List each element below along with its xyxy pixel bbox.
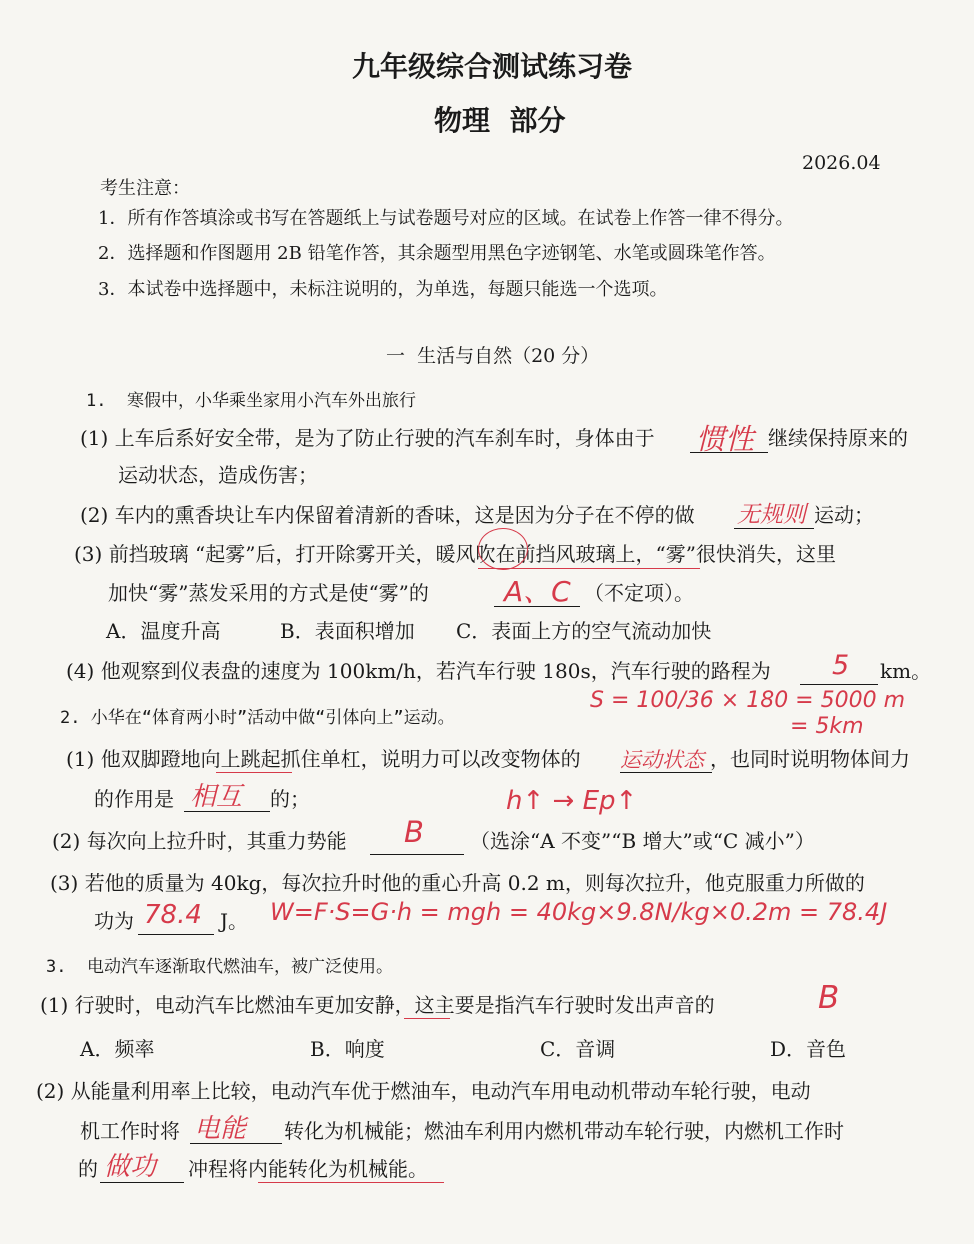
q1-part2-text: 运动； bbox=[814, 503, 874, 527]
option: B．响度 bbox=[310, 1037, 385, 1061]
q2-part3-text: 功为 bbox=[94, 909, 134, 933]
q2-part1-text: (1) 他双脚蹬地向上跳起抓住单杠，说明力可以改变物体的 bbox=[66, 747, 581, 771]
handwritten-answer: B bbox=[404, 815, 424, 849]
handwritten-calculation: W=F·S=G·h = mgh = 40kg×9.8N/kg×0.2m = 78.4J bbox=[270, 898, 888, 926]
q2-part1-text: 的； bbox=[270, 787, 310, 811]
handwritten-answer: B bbox=[818, 980, 840, 1016]
exam-date: 2026.04 bbox=[802, 152, 881, 174]
question-1-stem: 1. 寒假中，小华乘坐家用小汽车外出旅行 bbox=[86, 391, 416, 411]
q3-part2-text: 机工作时将 bbox=[80, 1119, 180, 1143]
q3-part2-text: 转化为机械能；燃油车利用内燃机带动车轮行驶，内燃机工作时 bbox=[284, 1119, 844, 1143]
handwritten-answer: 78.4 bbox=[144, 900, 202, 930]
handwritten-calculation: = 5km bbox=[790, 714, 864, 739]
handwritten-answer: 惯性 bbox=[696, 422, 755, 456]
circle-mark bbox=[478, 528, 528, 570]
handwritten-answer: A、C bbox=[504, 575, 571, 608]
underline-mark bbox=[404, 1018, 450, 1019]
option: C．表面上方的空气流动加快 bbox=[456, 619, 712, 643]
q2-part2-text: （选涂“A 不变”“B 增大”或“C 减小”） bbox=[470, 829, 815, 853]
q1-part2-text: (2) 车内的熏香块让车内保留着清新的香味，这是因为分子在不停的做 bbox=[80, 503, 695, 527]
q1-part1-text: (1) 上车后系好安全带，是为了防止行驶的汽车刹车时，身体由于 bbox=[80, 426, 655, 450]
notice-heading: 考生注意： bbox=[100, 178, 190, 199]
handwritten-calculation: S = 100/36 × 180 = 5000 m bbox=[590, 688, 906, 713]
handwritten-answer: 电能 bbox=[194, 1114, 247, 1144]
q2-part2-text: (2) 每次向上拉升时，其重力势能 bbox=[52, 829, 347, 853]
exam-subtitle: 物理 部分 bbox=[434, 104, 566, 137]
handwritten-answer: 运动状态 bbox=[620, 748, 704, 772]
underline-mark bbox=[478, 568, 700, 569]
question-3-stem: 3. 电动汽车逐渐取代燃油车，被广泛使用。 bbox=[46, 957, 393, 977]
q1-part3-text: （不定项）。 bbox=[584, 581, 694, 605]
option: C．音调 bbox=[540, 1037, 616, 1061]
q1-part3-text: (3) 前挡玻璃 “起雾”后，打开除雾开关，暖风吹在前挡风玻璃上，“雾”很快消失，这里 bbox=[74, 542, 836, 566]
answer-blank bbox=[800, 684, 878, 685]
q3-part2-text: (2) 从能量利用率上比较，电动汽车优于燃油车，电动汽车用电动机带动车轮行驶，电动 bbox=[36, 1079, 811, 1103]
q3-part2-text: 冲程将内能转化为机械能。 bbox=[188, 1157, 428, 1181]
q1-part4-text: km。 bbox=[880, 659, 932, 683]
notice-item: 3．本试卷中选择题中，未标注说明的，为单选，每题只能选一个选项。 bbox=[98, 279, 668, 300]
q2-part1-text: ，也同时说明物体间力 bbox=[710, 747, 910, 771]
exam-title: 九年级综合测试练习卷 bbox=[352, 50, 633, 83]
underline-mark bbox=[258, 1182, 444, 1183]
q1-part1-text: 运动状态，造成伤害； bbox=[118, 463, 318, 487]
option: D．音色 bbox=[770, 1037, 847, 1061]
handwritten-answer: 做功 bbox=[104, 1152, 157, 1182]
q3-part1-text: (1) 行驶时，电动汽车比燃油车更加安静，这主要是指汽车行驶时发出声音的 bbox=[40, 993, 715, 1017]
section-heading: 一 生活与自然（20 分） bbox=[386, 345, 600, 367]
answer-blank bbox=[370, 854, 464, 855]
q1-part3-text: 加快“雾”蒸发采用的方式是使“雾”的 bbox=[108, 581, 429, 605]
option: A．温度升高 bbox=[106, 619, 221, 643]
option: A．频率 bbox=[80, 1037, 155, 1061]
q1-part1-text: 继续保持原来的 bbox=[768, 426, 908, 450]
handwritten-answer: 无规则 bbox=[737, 502, 806, 528]
answer-blank bbox=[138, 934, 214, 935]
handwritten-answer: 5 bbox=[832, 650, 850, 681]
option: B．表面积增加 bbox=[280, 619, 415, 643]
q1-part4-text: (4) 他观察到仪表盘的速度为 100km/h，若汽车行驶 180s，汽车行驶的路程为 bbox=[66, 659, 771, 683]
handwritten-answer: 相互 bbox=[190, 782, 243, 812]
handwritten-note: h↑ → Ep↑ bbox=[506, 786, 638, 816]
q2-part3-text: J。 bbox=[220, 909, 249, 933]
q2-part1-text: 的作用是 bbox=[94, 787, 174, 811]
notice-item: 2．选择题和作图题用 2B 铅笔作答，其余题型用黑色字迹钢笔、水笔或圆珠笔作答。 bbox=[98, 243, 776, 264]
q2-part3-text: (3) 若他的质量为 40kg，每次拉升时他的重心升高 0.2 m，则每次拉升，他克服重力所做的 bbox=[50, 871, 865, 895]
notice-item: 1．所有作答填涂或书写在答题纸上与试卷题号对应的区域。在试卷上作答一律不得分。 bbox=[98, 208, 794, 229]
underline-mark bbox=[216, 772, 292, 773]
q3-part2-text: 的 bbox=[78, 1157, 98, 1181]
question-2-stem: 2. 小华在“体育两小时”活动中做“引体向上”运动。 bbox=[60, 708, 455, 728]
